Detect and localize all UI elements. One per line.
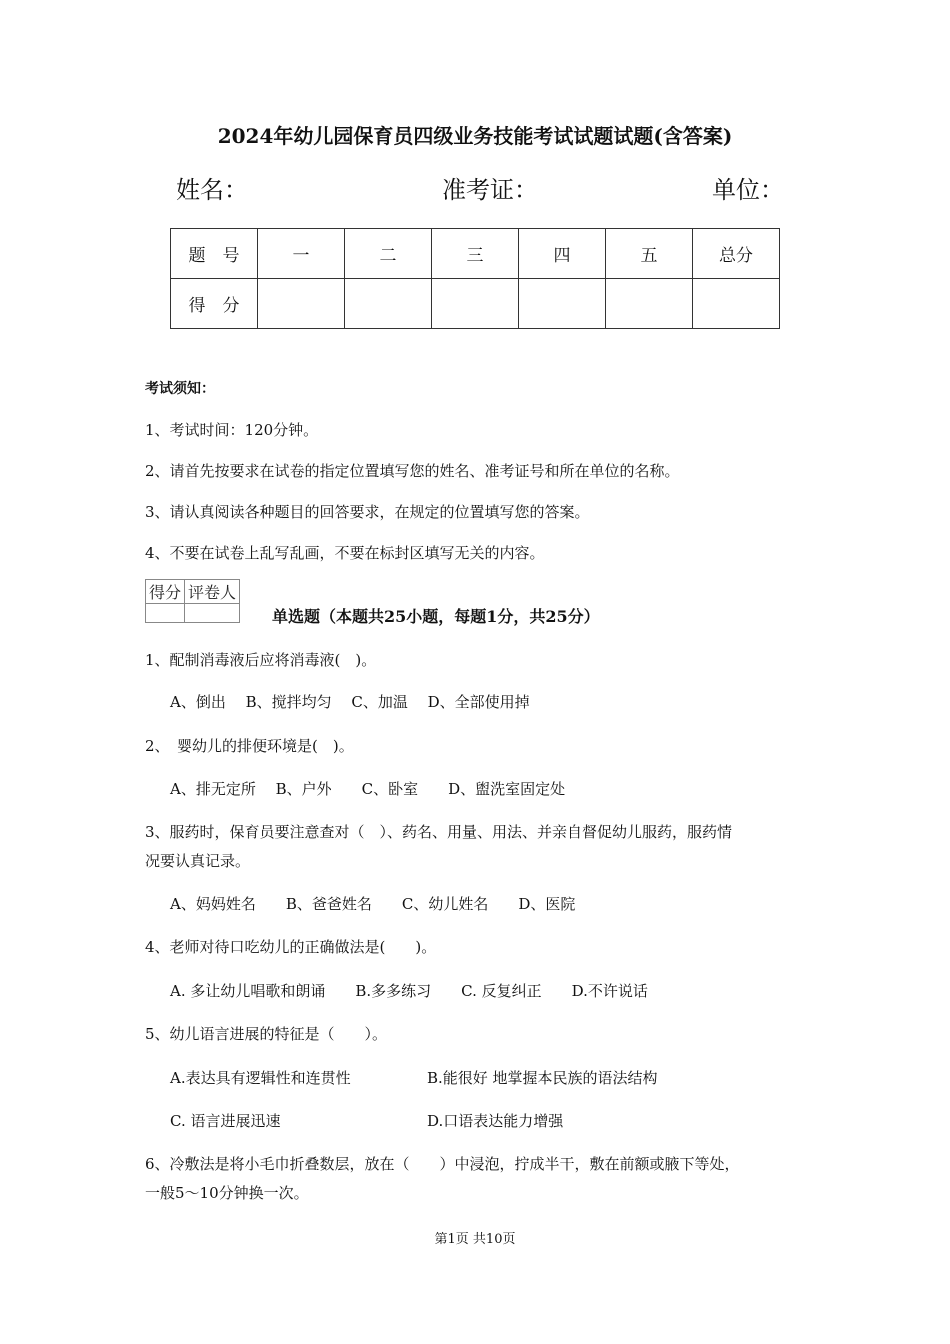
score-table-cell: 总分 xyxy=(693,229,780,279)
score-table-cell: 五 xyxy=(606,229,693,279)
document-title: 2024年幼儿园保育员四级业务技能考试试题试题(含答案) xyxy=(217,124,733,148)
score-input-cell[interactable] xyxy=(345,279,432,329)
score-table xyxy=(170,228,780,329)
score-table-cell: 四 xyxy=(519,229,606,279)
score-table-cell: 二 xyxy=(345,229,432,279)
question-4-options: A. 多让幼儿唱歌和朗诵 B.多多练习 C. 反复纠正 D.不许说话 xyxy=(170,982,648,1000)
reviewer-box-score-label: 得分 xyxy=(146,580,185,604)
reviewer-box-reviewer-cell[interactable] xyxy=(185,604,240,623)
score-input-cell[interactable] xyxy=(693,279,780,329)
score-table-header-row xyxy=(171,229,780,279)
score-table-cell: 得 分 xyxy=(171,279,258,329)
question-5-option-c: C. 语言进展迅速 xyxy=(170,1112,281,1130)
score-table-cell: 三 xyxy=(432,229,519,279)
question-2-text: 2、 婴幼儿的排便环境是( )。 xyxy=(145,737,354,755)
reviewer-box-score-cell[interactable] xyxy=(146,604,185,623)
score-input-cell[interactable] xyxy=(606,279,693,329)
question-6-text: 6、冷敷法是将小毛巾折叠数层，放在（ ）中浸泡，拧成半干，敷在前额或腋下等处， xyxy=(145,1155,740,1173)
score-table-score-row xyxy=(171,279,780,329)
score-table-cell: 一 xyxy=(258,229,345,279)
notice-item: 3、请认真阅读各种题目的回答要求，在规定的位置填写您的答案。 xyxy=(145,503,590,521)
question-3-options: A、妈妈姓名 B、爸爸姓名 C、幼儿姓名 D、医院 xyxy=(170,895,576,913)
question-3-text: 3、服药时，保育员要注意查对（ ）、药名、用量、用法、并亲自督促幼儿服药，服药情 xyxy=(145,823,733,841)
reviewer-box-reviewer-label: 评卷人 xyxy=(185,580,240,604)
question-5-text: 5、幼儿语言进展的特征是（ ）。 xyxy=(145,1025,388,1043)
question-5-option-b: B.能很好 地掌握本民族的语法结构 xyxy=(427,1069,658,1087)
score-input-cell[interactable] xyxy=(519,279,606,329)
page-footer: 第1页 共10页 xyxy=(434,1232,516,1247)
question-5-option-a: A.表达具有逻辑性和连贯性 xyxy=(170,1069,351,1087)
notice-title: 考试须知： xyxy=(145,381,215,397)
score-input-cell[interactable] xyxy=(258,279,345,329)
unit-field-label: 单位： xyxy=(712,176,784,204)
question-3-text-cont: 况要认真记录。 xyxy=(145,852,251,870)
question-5-option-d: D.口语表达能力增强 xyxy=(427,1112,564,1130)
score-table-cell: 题 号 xyxy=(171,229,258,279)
exam-id-field-label: 准考证： xyxy=(442,176,538,204)
question-1-text: 1、配制消毒液后应将消毒液( )。 xyxy=(145,651,377,669)
notice-item: 2、请首先按要求在试卷的指定位置填写您的姓名、准考证号和所在单位的名称。 xyxy=(145,462,680,480)
section-title: 单选题（本题共25小题，每题1分，共25分） xyxy=(272,607,600,626)
question-4-text: 4、老师对待口吃幼儿的正确做法是( )。 xyxy=(145,938,437,956)
reviewer-box xyxy=(145,579,240,623)
question-6-text-cont: 一般5～10分钟换一次。 xyxy=(145,1184,309,1202)
score-input-cell[interactable] xyxy=(432,279,519,329)
question-1-options: A、倒出 B、搅拌均匀 C、加温 D、全部使用掉 xyxy=(170,693,530,711)
question-2-options: A、排无定所 B、户外 C、卧室 D、盥洗室固定处 xyxy=(170,780,566,798)
notice-item: 4、不要在试卷上乱写乱画，不要在标封区填写无关的内容。 xyxy=(145,544,545,562)
name-field-label: 姓名： xyxy=(176,176,248,204)
notice-item: 1、考试时间：120分钟。 xyxy=(145,421,319,439)
